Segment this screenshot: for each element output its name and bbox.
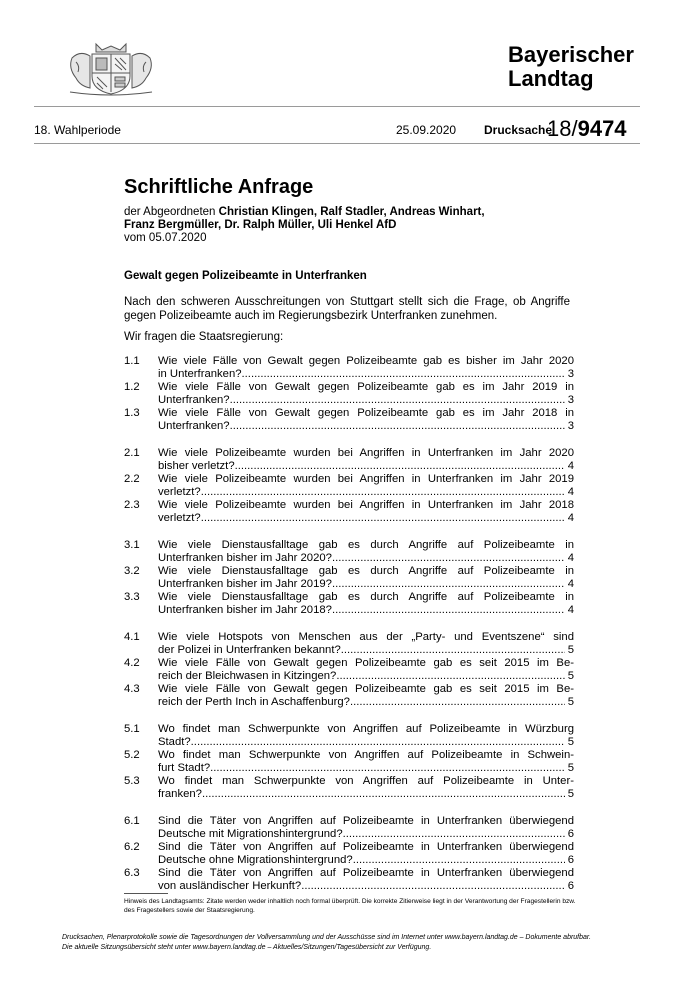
question-text [158,631,574,657]
question-number: 2.2 [124,473,140,485]
question-number: 3.2 [124,565,140,577]
question-number: 3.3 [124,591,140,603]
question-line1: Sind die Täter von Angriffen auf Polizeibeamte in Unterfranken überwiegend [158,867,574,879]
question-line2-row [158,394,574,407]
page-footer [62,933,622,953]
question-line1: Wie viele Dienstausfalltage gab es durch Angriffe auf Polizeibeamte in [158,591,574,603]
question-line1: Wie viele Fälle von Gewalt gegen Polizeibeamte gab es seit 2015 im Be- [158,657,574,669]
subject-heading: Gewalt gegen Polizeibeamte in Unterfranken [124,270,367,282]
authors-intro: der Abgeordneten [124,206,219,218]
question-line2: Unterfranken bisher im Jahr 2019? [158,578,332,590]
question-line2: Unterfranken bisher im Jahr 2020? [158,552,332,564]
question-page: 3 [567,420,574,432]
leader-dots [350,696,565,709]
question-line1: Wie viele Polizeibeamte wurden bei Angriffen in Unterfranken im Jahr 2020 [158,447,574,459]
wahlperiode: 18. Wahlperiode [34,123,121,137]
question-line2-row [158,762,574,775]
leader-dots [201,512,565,525]
question-line1: Sind die Täter von Angriffen auf Polizeibeamte in Unterfranken überwiegend [158,841,574,853]
question-page: 5 [567,788,574,800]
intro-paragraph: Nach den schweren Ausschreitungen von Stuttgart stellt sich die Frage, ob Angriffe gegen Polizeibeamte auch im Regierungsbezirk Unterfranken zunehmen. [124,296,570,322]
question-number: 4.3 [124,683,140,695]
question-page: 3 [567,394,574,406]
question-number: 1.3 [124,407,140,419]
question-line2: verletzt? [158,486,201,498]
question-line1: Wie viele Polizeibeamte wurden bei Angriffen in Unterfranken im Jahr 2019 [158,473,574,485]
publication-date: 25.09.2020 [396,123,457,137]
question-line2-row [158,552,574,565]
question-line2: Deutsche mit Migrationshintergrund? [158,828,343,840]
question-page: 4 [567,512,574,524]
footnote: Hinweis des Landtagsamts: Zitate werden weder inhaltlich noch formal überprüft. Die korrekte Zitierweise liegt in der Verantwortung der Fragestellerin bzw. des Fragestellers sowie der Staatsregierung. [124,898,576,914]
institution-name [508,43,634,91]
question-line1: Wo findet man Schwerpunkte von Angriffen auf Polizeibeamte in Würzburg [158,723,574,735]
authors-date: vom 05.07.2020 [124,232,207,244]
question-text [158,723,574,749]
leader-dots [353,854,565,867]
authors-line1: Christian Klingen, Ralf Stadler, Andreas Winhart, [218,206,485,218]
question-line2: verletzt? [158,512,201,524]
bavarian-coat-of-arms-icon [62,40,160,96]
question-line2: Unterfranken bisher im Jahr 2018? [158,604,332,616]
institution-line2: Landtag [508,66,594,91]
question-page: 6 [567,880,574,892]
question-line2-row [158,644,574,657]
question-page: 6 [567,828,574,840]
question-text [158,447,574,473]
drucksache-label: Drucksache [484,123,553,137]
question-line2-row [158,696,574,709]
question-line2-row [158,486,574,499]
question-line2: reich der Bleichwasen in Kitzingen? [158,670,337,682]
leader-dots [230,420,565,433]
meta-divider [34,143,640,144]
leader-dots [332,552,565,565]
footer-line1: Drucksachen, Plenarprotokolle sowie die Tagesordnungen der Vollversammlung und der Ausschüsse sind im Internet unter www.bayern.landtag.de – Dokumente abrufbar. [62,934,591,941]
leader-dots [341,644,565,657]
question-number: 6.3 [124,867,140,879]
question-line2: von ausländischer Herkunft? [158,880,302,892]
leader-dots [332,604,565,617]
question-line1: Wie viele Fälle von Gewalt gegen Polizeibeamte gab es seit 2015 im Be- [158,683,574,695]
leader-dots [343,828,565,841]
footer-line2: Die aktuelle Sitzungsübersicht steht unter www.bayern.landtag.de – Aktuelles/Sitzungen/Tagesübersicht zur Verfügung. [62,944,432,951]
question-page: 6 [567,854,574,866]
authors-line2: Franz Bergmüller, Dr. Ralph Müller, Uli Henkel AfD [124,219,397,231]
document-meta [34,118,640,142]
leader-dots [202,788,565,801]
question-line2-row [158,788,574,801]
question-line2: Unterfranken? [158,394,230,406]
ask-line: Wir fragen die Staatsregierung: [124,331,284,343]
leader-dots [191,736,565,749]
question-text [158,407,574,433]
question-line2-row [158,420,574,433]
question-line2-row [158,736,574,749]
question-line1: Sind die Täter von Angriffen auf Polizeibeamte in Unterfranken überwiegend [158,815,574,827]
question-line1: Wie viele Polizeibeamte wurden bei Angriffen in Unterfranken im Jahr 2018 [158,499,574,511]
question-line2: franken? [158,788,202,800]
authors-block [124,206,564,245]
question-text [158,867,574,893]
question-line1: Wie viele Fälle von Gewalt gegen Polizeibeamte gab es bisher im Jahr 2020 [158,355,574,367]
leader-dots [242,368,565,381]
header-divider [34,106,640,107]
question-text [158,381,574,407]
question-line2-row [158,854,574,867]
drucksache-prefix: 18/ [547,116,578,141]
question-line2: Deutsche ohne Migrationshintergrund? [158,854,353,866]
question-page: 4 [567,552,574,564]
question-line2: reich der Perth Inch in Aschaffenburg? [158,696,350,708]
question-text [158,591,574,617]
question-line2: Unterfranken? [158,420,230,432]
question-page: 4 [567,604,574,616]
question-text [158,473,574,499]
institution-line1: Bayerischer [508,42,634,67]
question-line2: Stadt? [158,736,191,748]
question-line2-row [158,670,574,683]
question-number: 1.1 [124,355,140,367]
question-line2-row [158,578,574,591]
question-page: 5 [567,696,574,708]
question-text [158,683,574,709]
question-line2: furt Stadt? [158,762,211,774]
question-text [158,657,574,683]
question-page: 4 [567,578,574,590]
question-number: 5.1 [124,723,140,735]
question-line1: Wie viele Fälle von Gewalt gegen Polizeibeamte gab es im Jahr 2018 in [158,407,574,419]
question-line2-row [158,368,574,381]
question-line2-row [158,880,574,893]
question-page: 5 [567,762,574,774]
question-number: 6.2 [124,841,140,853]
question-text [158,815,574,841]
leader-dots [336,670,564,683]
question-number: 3.1 [124,539,140,551]
question-line2-row [158,828,574,841]
leader-dots [301,880,565,893]
question-line2: bisher verletzt? [158,460,235,472]
question-line1: Wie viele Dienstausfalltage gab es durch Angriffe auf Polizeibeamte in [158,539,574,551]
question-line1: Wo findet man Schwerpunkte von Angriffen auf Polizeibeamte in Unter- [158,775,574,787]
leader-dots [235,460,565,473]
question-number: 2.1 [124,447,140,459]
leader-dots [230,394,565,407]
question-line2-row [158,512,574,525]
question-number: 5.3 [124,775,140,787]
question-text [158,775,574,801]
question-page: 3 [567,368,574,380]
question-page: 4 [567,460,574,472]
question-line1: Wo findet man Schwerpunkte von Angriffen auf Polizeibeamte in Schwein- [158,749,574,761]
question-page: 5 [567,670,574,682]
question-line2: der Polizei in Unterfranken bekannt? [158,644,341,656]
question-text [158,841,574,867]
question-line2-row [158,460,574,473]
question-text [158,749,574,775]
question-number: 4.1 [124,631,140,643]
question-line1: Wie viele Dienstausfalltage gab es durch Angriffe auf Polizeibeamte in [158,565,574,577]
drucksache-number [547,116,627,142]
footnote-divider [124,893,168,894]
question-number: 4.2 [124,657,140,669]
question-line1: Wie viele Hotspots von Menschen aus der „Party- und Eventszene“ sind [158,631,574,643]
question-text [158,539,574,565]
question-line2: in Unterfranken? [158,368,242,380]
question-number: 5.2 [124,749,140,761]
question-number: 6.1 [124,815,140,827]
question-number: 2.3 [124,499,140,511]
question-line1: Wie viele Fälle von Gewalt gegen Polizeibeamte gab es im Jahr 2019 in [158,381,574,393]
leader-dots [332,578,565,591]
question-number: 1.2 [124,381,140,393]
question-page: 4 [567,486,574,498]
drucksache-id: 9474 [577,116,627,141]
question-text [158,565,574,591]
question-page: 5 [567,736,574,748]
document-title: Schriftliche Anfrage [124,176,314,198]
question-text [158,355,574,381]
question-text [158,499,574,525]
leader-dots [210,762,565,775]
question-line2-row [158,604,574,617]
question-page: 5 [567,644,574,656]
leader-dots [201,486,565,499]
